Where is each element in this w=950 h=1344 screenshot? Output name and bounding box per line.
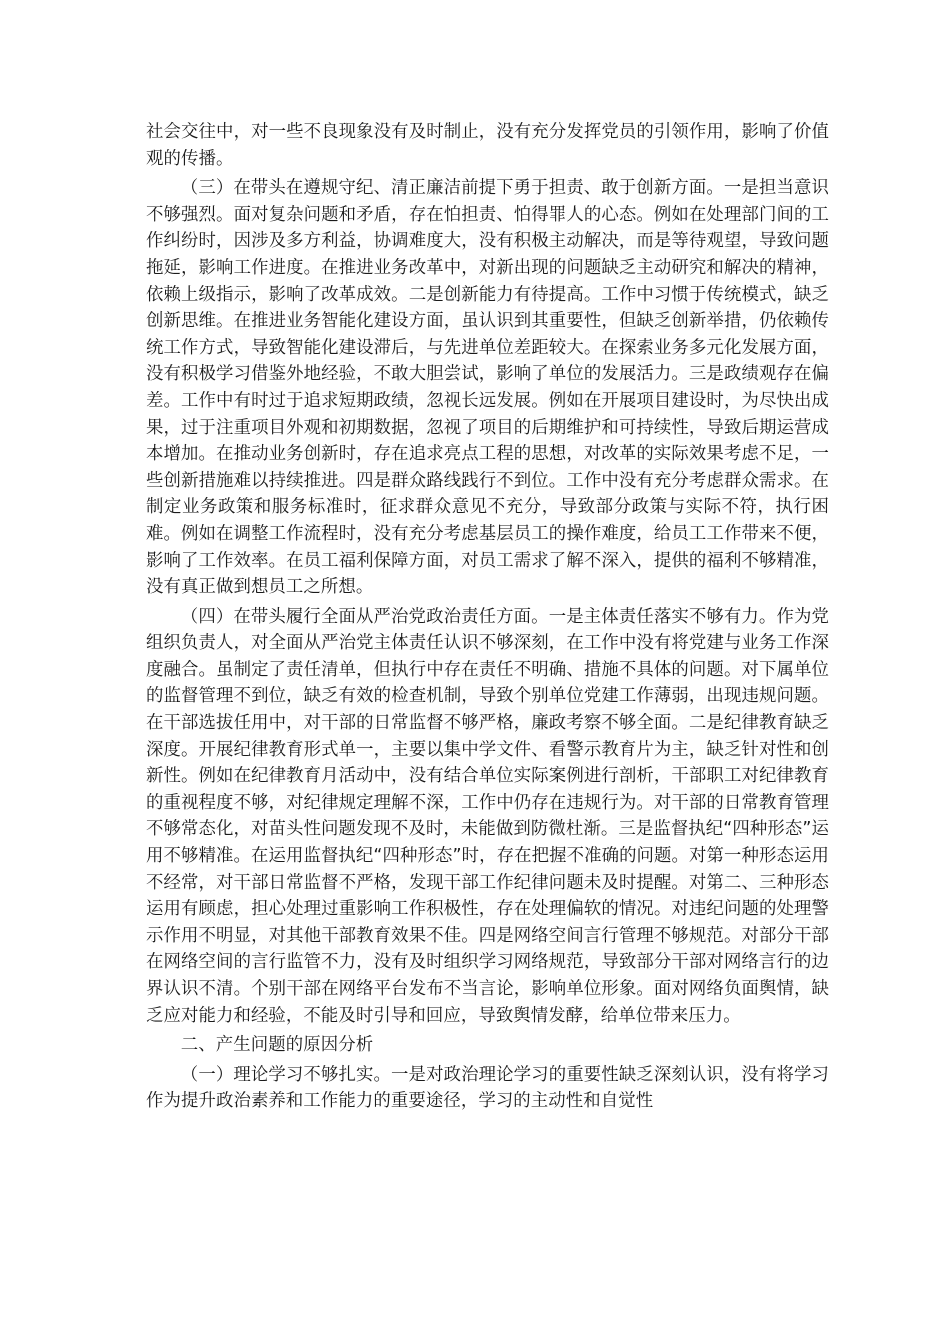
document-page [146,119,829,1115]
paragraph-section-four: （四）在带头履行全面从严治党政治责任方面。一是主体责任落实不够有力。作为党组织负责人，对全面从严治党主体责任认识不够深刻，在工作中没有将党建与业务工作深度融合。虽制定了责任清单，但执行中存在责任不明确、措施不具体的问题。对下属单位的监督管理不到位，缺乏有效的检查机制，导致个别单位党建工作薄弱，出现违规问题。在干部选拔任用中，对干部的日常监督不够严格，廉政考察不够全面。二是纪律教育缺乏深度。开展纪律教育形式单一，主要以集中学文件、看警示教育片为主，缺乏针对性和创新性。例如在纪律教育月活动中，没有结合单位实际案例进行剖析，干部职工对纪律教育的重视程度不够，对纪律规定理解不深，工作中仍存在违规行为。对干部的日常教育管理不够常态化，对苗头性问题发现不及时，未能做到防微杜渐。三是监督执纪“四种形态”运用不够精准。在运用监督执纪“四种形态”时，存在把握不准确的问题。对第一种形态运用不经常，对干部日常监督不严格，发现干部工作纪律问题未及时提醒。对第二、三种形态运用有顾虑，担心处理过重影响工作积极性，存在处理偏软的情况。对违纪问题的处理警示作用不明显，对其他干部教育效果不佳。四是网络空间言行管理不够规范。对部分干部在网络空间的言行监管不力，没有及时组织学习网络规范，导致部分干部对网络言行的边界认识不清。个别干部在网络平台发布不当言论，影响单位形象。面对网络负面舆情，缺乏应对能力和经验，不能及时引导和回应，导致舆情发酵，给单位带来压力。 [146,606,829,1026]
paragraph-cause-one: （一）理论学习不够扎实。一是对政治理论学习的重要性缺乏深刻认识，没有将学习作为提升政治素养和工作能力的重要途径，学习的主动性和自觉性 [146,1064,829,1112]
paragraph-continuation: 社会交往中，对一些不良现象没有及时制止，没有充分发挥党员的引领作用，影响了价值观的传播。 [146,122,829,169]
heading-cause-analysis: 二、产生问题的原因分析 [180,1035,374,1056]
paragraph-section-three: （三）在带头在遵规守纪、清正廉洁前提下勇于担责、敢于创新方面。一是担当意识不够强烈。面对复杂问题和矛盾，存在怕担责、怕得罪人的心态。例如在处理部门间的工作纠纷时，因涉及多方利益，协调难度大，没有积极主动解决，而是等待观望，导致问题拖延，影响工作进度。在推进业务改革中，对新出现的问题缺乏主动研究和解决的精神，依赖上级指示，影响了改革成效。二是创新能力有待提高。工作中习惯于传统模式，缺乏创新思维。在推进业务智能化建设方面，虽认识到其重要性，但缺乏创新举措，仍依赖传统工作方式，导致智能化建设滞后，与先进单位差距较大。在探索业务多元化发展方面，没有积极学习借鉴外地经验，不敢大胆尝试，影响了单位的发展活力。三是政绩观存在偏差。工作中有时过于追求短期政绩，忽视长远发展。例如在开展项目建设时，为尽快出成果，过于注重项目外观和初期数据，忽视了项目的后期维护和可持续性，导致后期运营成本增加。在推动业务创新时，存在追求亮点工程的思想，对改革的实际效果考虑不足，一些创新措施难以持续推进。四是群众路线践行不到位。工作中没有充分考虑群众需求。在制定业务政策和服务标准时，征求群众意见不充分，导致部分政策与实际不符，执行困难。例如在调整工作流程时，没有充分考虑基层员工的操作难度，给员工工作带来不便，影响了工作效率。在员工福利保障方面，对员工需求了解不深入，提供的福利不够精准，没有真正做到想员工之所想。 [146,178,829,598]
